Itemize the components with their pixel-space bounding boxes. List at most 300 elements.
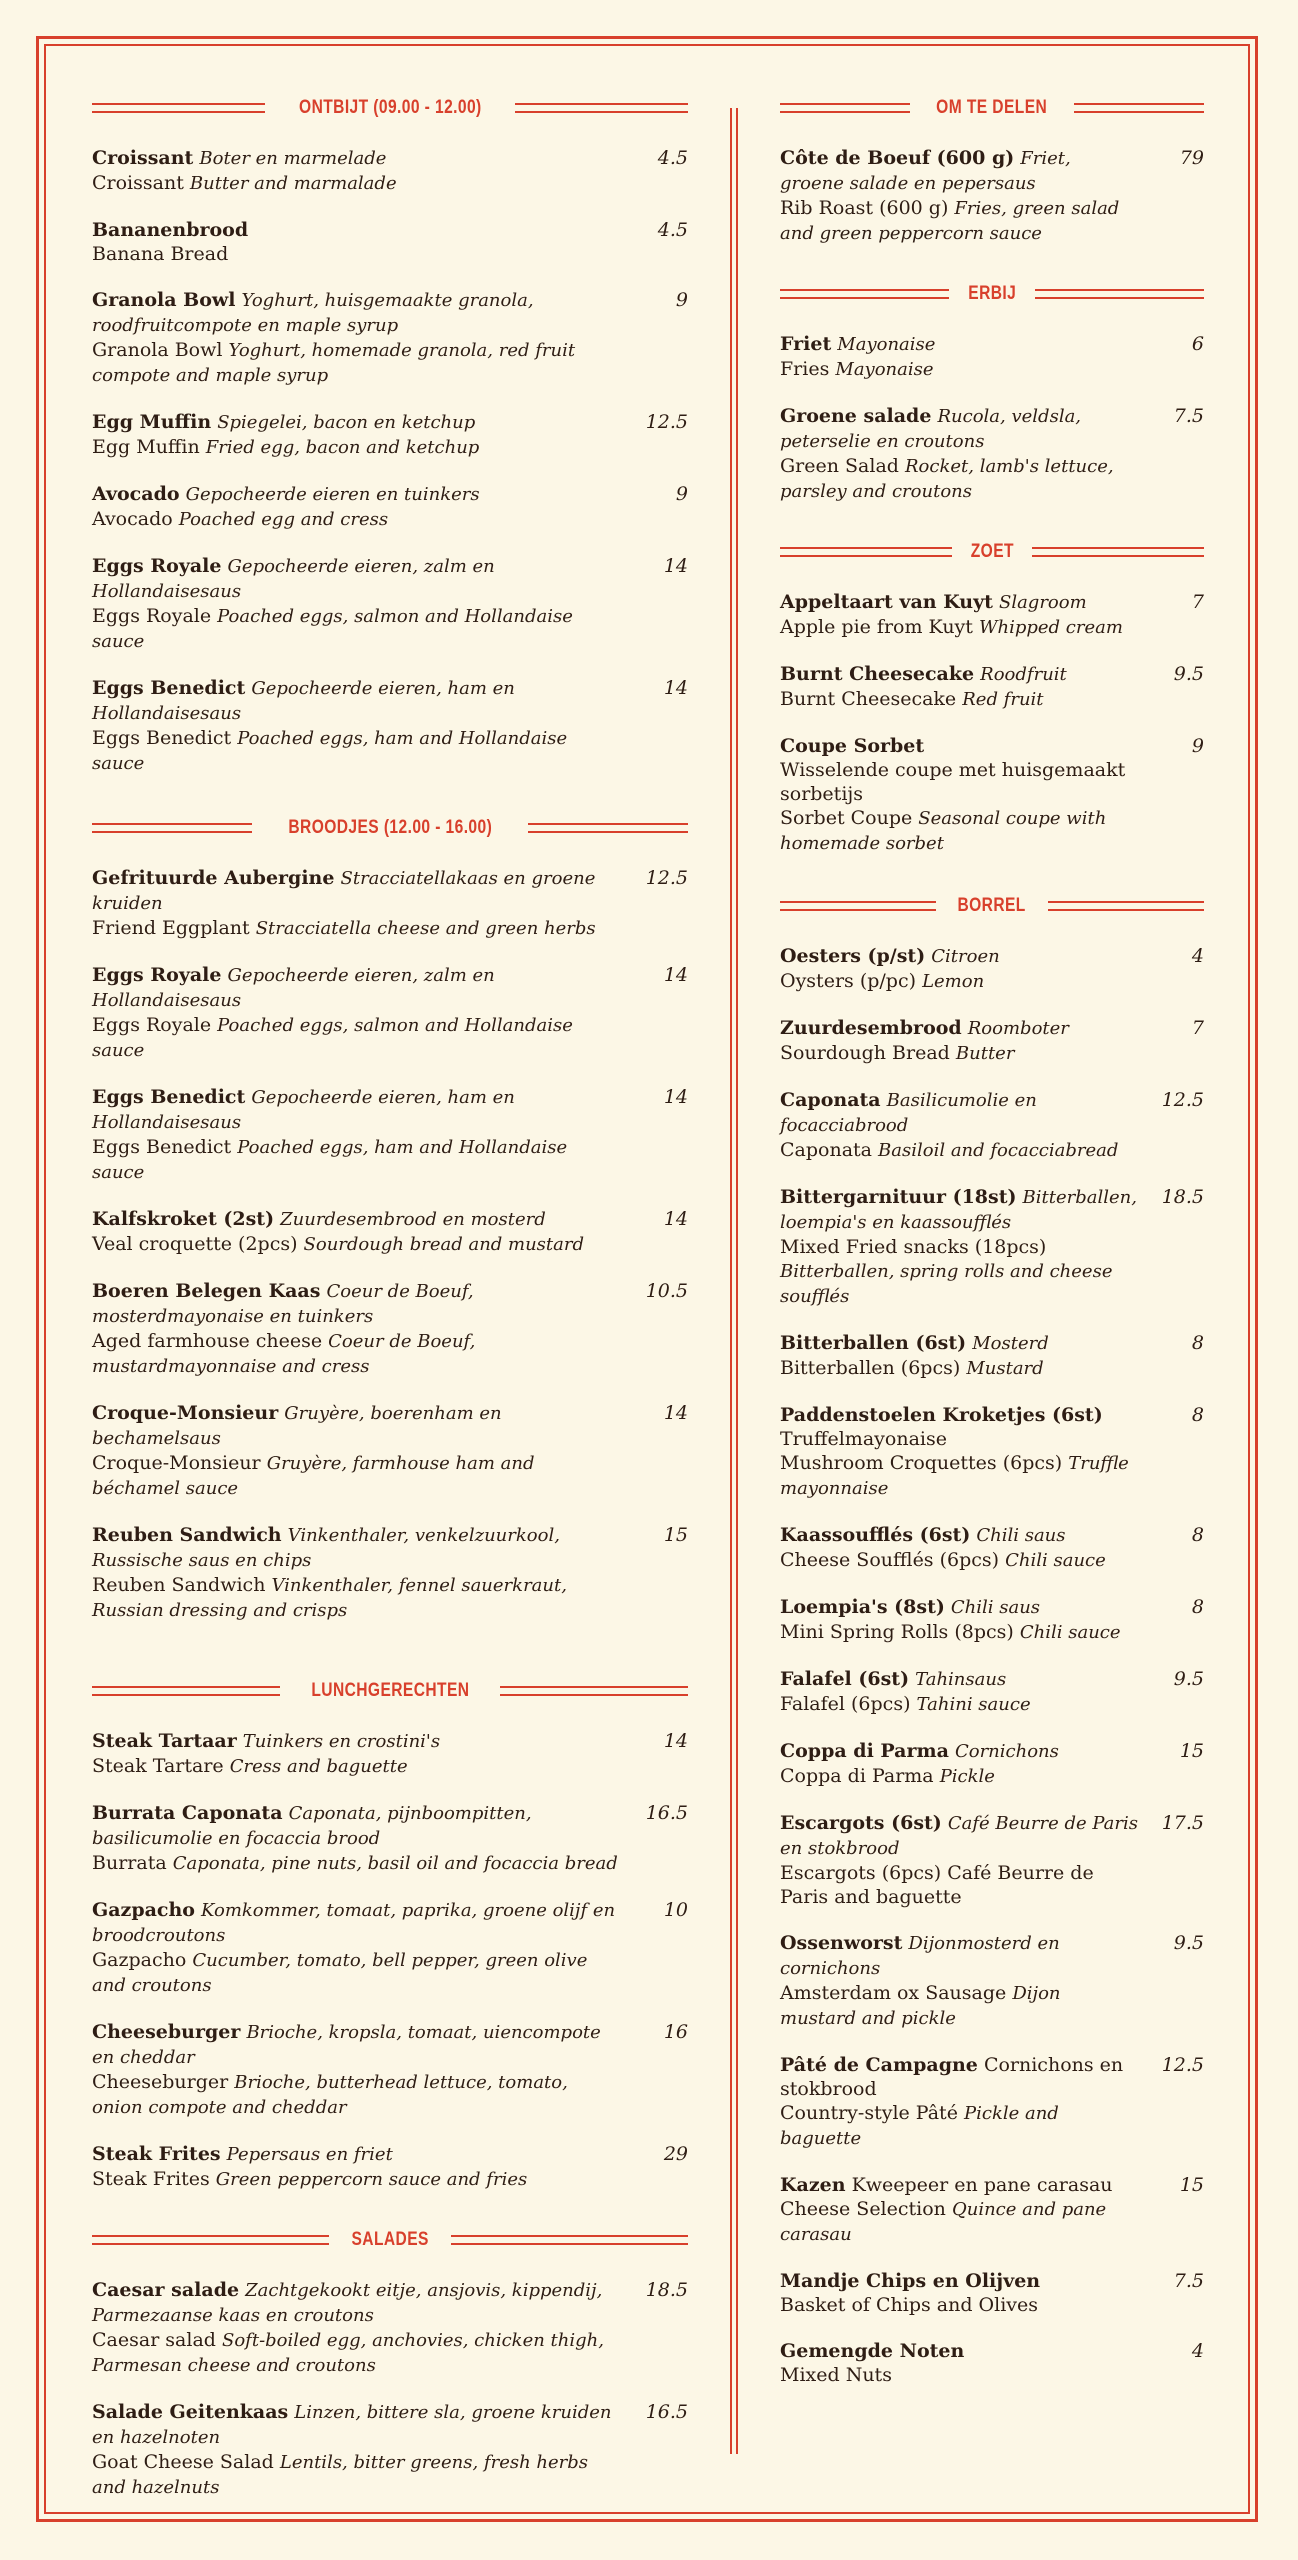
menu-item bbox=[92, 676, 688, 776]
menu-item bbox=[92, 866, 688, 941]
menu-item bbox=[780, 1403, 1204, 1501]
item-price: 8 bbox=[1191, 1404, 1204, 1426]
item-price: 14 bbox=[663, 1086, 688, 1108]
item-name-english: Steak Tartare bbox=[92, 1755, 224, 1777]
item-description-english: Bitterballen, spring rolls and cheese soufflés bbox=[780, 1261, 1113, 1307]
english-line bbox=[92, 242, 624, 266]
item-name-english: Green Salad bbox=[780, 455, 899, 477]
item-name-english-extra: Mushroom Croquettes (6pcs) bbox=[780, 1452, 1063, 1474]
item-description: Bitterballen, loempia's en kaassoufflés bbox=[780, 1187, 1137, 1233]
item-name: Eggs Royale bbox=[92, 964, 222, 986]
menu-item bbox=[780, 146, 1204, 246]
item-description-english: Lemon bbox=[922, 971, 985, 992]
item-description: Roodfruit bbox=[980, 664, 1067, 685]
english-line bbox=[780, 758, 1140, 806]
dutch-line bbox=[92, 1279, 624, 1329]
menu-item bbox=[780, 2053, 1204, 2151]
item-description: Gepocheerde eieren, zalm en Hollandaisesaus bbox=[92, 965, 495, 1011]
item-name: Gefrituurde Aubergine bbox=[92, 867, 335, 889]
item-price: 4.5 bbox=[657, 147, 688, 169]
item-name-english: Friend Eggplant bbox=[92, 917, 250, 939]
english-line bbox=[92, 338, 624, 388]
item-price: 4 bbox=[1191, 945, 1204, 967]
item-name-english: Truffelmayonaise bbox=[780, 1428, 947, 1450]
item-name-english: Egg Muffin bbox=[92, 436, 200, 458]
item-price: 14 bbox=[663, 964, 688, 986]
section-title: SALADES bbox=[351, 2229, 429, 2250]
menu-item bbox=[92, 1898, 688, 1998]
dutch-line bbox=[92, 2400, 624, 2450]
item-description: Spiegelei, bacon en ketchup bbox=[217, 412, 476, 433]
item-price: 12.5 bbox=[645, 411, 688, 433]
menu-item bbox=[780, 734, 1204, 856]
item-price: 10 bbox=[663, 1899, 688, 1921]
item-description-english: Rocket, lamb's lettuce, parsley and croutons bbox=[780, 456, 1114, 502]
item-description-english: Tahini sauce bbox=[916, 1694, 1031, 1715]
menu-item bbox=[780, 2173, 1204, 2247]
item-description: Zachtgekookt eitje, ansjovis, kippendij, Parmezaanse kaas en croutons bbox=[92, 2280, 603, 2326]
english-line bbox=[92, 2167, 624, 2192]
item-name-english: Falafel (6pcs) bbox=[780, 1693, 911, 1715]
item-description: Chili saus bbox=[950, 1597, 1041, 1618]
item-name: Kaassoufflés (6st) bbox=[780, 1524, 971, 1546]
item-description-english: Whipped cream bbox=[978, 617, 1123, 638]
item-description-english: Vinkenthaler, fennel sauerkraut, Russian dressing and crisps bbox=[92, 1575, 567, 1621]
item-price: 6 bbox=[1191, 333, 1204, 355]
item-description-english: Butter bbox=[955, 1043, 1015, 1064]
item-name: Paddenstoelen Kroketjes (6st) bbox=[780, 1404, 1103, 1426]
item-description-english: Chili sauce bbox=[1005, 1550, 1106, 1571]
item-description: Caponata, pijnboompitten, basilicumolie en focaccia brood bbox=[92, 1803, 532, 1849]
item-description: Gepocheerde eieren, zalm en Hollandaisesaus bbox=[92, 556, 495, 602]
item-price: 16.5 bbox=[645, 2401, 688, 2423]
section-title: ZOET bbox=[970, 541, 1014, 562]
english-line bbox=[780, 1235, 1140, 1309]
item-name: Eggs Benedict bbox=[92, 677, 246, 699]
item-description: Gepocheerde eieren en tuinkers bbox=[185, 484, 480, 505]
item-price: 17.5 bbox=[1161, 1812, 1204, 1834]
dutch-line bbox=[92, 554, 624, 604]
right-column bbox=[780, 96, 1204, 2387]
item-description-english: Cucumber, tomato, bell pepper, green olive and croutons bbox=[92, 1950, 588, 1996]
item-name-english: Sourdough Bread bbox=[780, 1042, 950, 1064]
item-name-english-extra: Sorbet Coupe bbox=[780, 807, 913, 829]
menu-item bbox=[92, 288, 688, 388]
item-description-english: Fries, green salad and green peppercorn sauce bbox=[780, 198, 1120, 244]
english-line bbox=[92, 726, 624, 776]
item-name: Zuurdesembrood bbox=[780, 1017, 962, 1039]
section-heading-erbij bbox=[780, 282, 1204, 306]
item-description-english: Mayonaise bbox=[835, 359, 934, 380]
dutch-line bbox=[92, 410, 624, 435]
english-line bbox=[780, 1548, 1140, 1573]
item-name-english: Reuben Sandwich bbox=[92, 1574, 266, 1596]
item-name-english: Caponata bbox=[780, 1139, 872, 1161]
dutch-line bbox=[780, 1016, 1140, 1041]
item-name-english: Rib Roast (600 g) bbox=[780, 197, 949, 219]
heading-rule-left bbox=[92, 2235, 329, 2245]
item-name-english: Basket of Chips and Olives bbox=[780, 2294, 1039, 2316]
item-description: Cornichons bbox=[954, 1741, 1059, 1762]
item-price: 7 bbox=[1191, 1017, 1204, 1039]
section-heading-broodjes-12-00-16-00 bbox=[92, 816, 688, 840]
item-description: Pepersaus en friet bbox=[226, 2144, 393, 2165]
item-name: Appeltaart van Kuyt bbox=[780, 591, 993, 613]
item-description: Dijonmosterd en cornichons bbox=[780, 1933, 1060, 1979]
item-name: Escargots (6st) bbox=[780, 1812, 942, 1834]
item-description-english: Cress and baguette bbox=[229, 1756, 408, 1777]
menu-item bbox=[92, 1279, 688, 1379]
item-description: Tuinkers en crostini's bbox=[242, 1731, 441, 1752]
english-line bbox=[780, 357, 1140, 382]
english-line bbox=[780, 454, 1140, 504]
item-name: Salade Geitenkaas bbox=[92, 2401, 289, 2423]
english-line bbox=[92, 1573, 624, 1623]
english-line bbox=[92, 1232, 624, 1257]
english-line bbox=[780, 2101, 1140, 2151]
item-name: Bittergarnituur (18st) bbox=[780, 1186, 1017, 1208]
item-description-english: Chili sauce bbox=[1019, 1622, 1121, 1643]
item-price: 14 bbox=[663, 1730, 688, 1752]
item-description: Zuurdesembrood en mosterd bbox=[280, 1209, 546, 1230]
section-heading-zoet bbox=[780, 540, 1204, 564]
item-name-english: Caesar salad bbox=[92, 2329, 216, 2351]
item-description: Coeur de Boeuf, mosterdmayonaise en tuinkers bbox=[92, 1281, 474, 1327]
item-name-english: Apple pie from Kuyt bbox=[780, 616, 973, 638]
item-name: Côte de Boeuf (600 g) bbox=[780, 147, 1015, 169]
dutch-line bbox=[92, 288, 624, 338]
item-price: 14 bbox=[663, 1208, 688, 1230]
item-description: Tahinsaus bbox=[915, 1669, 1007, 1690]
english-line bbox=[92, 507, 624, 532]
menu-item bbox=[92, 1401, 688, 1501]
english-line bbox=[92, 1013, 624, 1063]
menu-item bbox=[780, 1016, 1204, 1066]
item-description-english: Coeur de Boeuf, mustardmayonnaise and cress bbox=[92, 1331, 476, 1377]
item-price: 18.5 bbox=[1161, 1186, 1204, 1208]
item-description: Vinkenthaler, venkelzuurkool, Russische saus en chips bbox=[92, 1525, 560, 1571]
item-name: Coupe Sorbet bbox=[780, 735, 925, 757]
dutch-line bbox=[780, 1185, 1140, 1235]
item-name: Avocado bbox=[92, 483, 180, 505]
menu-item bbox=[780, 1811, 1204, 1909]
item-name: Steak Tartaar bbox=[92, 1730, 237, 1752]
section-title: ERBIJ bbox=[968, 283, 1016, 304]
dutch-line bbox=[780, 1523, 1140, 1548]
item-name: Falafel (6st) bbox=[780, 1668, 910, 1690]
menu-item bbox=[92, 963, 688, 1063]
menu-item bbox=[780, 944, 1204, 994]
item-description-english: Lentils, bitter greens, fresh herbs and hazelnuts bbox=[92, 2452, 589, 2498]
item-name-english: Granola Bowl bbox=[92, 339, 223, 361]
menu-item bbox=[92, 1207, 688, 1257]
heading-rule-right bbox=[1048, 901, 1204, 911]
english-line bbox=[780, 1041, 1140, 1066]
heading-rule-left bbox=[780, 547, 952, 557]
heading-rule-right bbox=[515, 103, 688, 113]
item-description-english: Brioche, butterhead lettuce, tomato, onion compote and cheddar bbox=[92, 2072, 568, 2118]
menu-item bbox=[780, 1667, 1204, 1717]
english-line bbox=[780, 196, 1140, 246]
heading-rule-left bbox=[92, 823, 252, 833]
english-line bbox=[780, 1138, 1140, 1163]
item-name: Burnt Cheesecake bbox=[780, 663, 975, 685]
item-name: Ossenworst bbox=[780, 1932, 903, 1954]
item-description: Komkommer, tomaat, paprika, groene olijf en broodcroutons bbox=[92, 1900, 616, 1946]
item-price: 12.5 bbox=[1161, 1089, 1204, 1111]
item-name: Eggs Royale bbox=[92, 555, 222, 577]
item-name-english: Eggs Royale bbox=[92, 605, 212, 627]
dutch-line bbox=[780, 2339, 1140, 2363]
item-name-english: Mini Spring Rolls (8pcs) bbox=[780, 1621, 1014, 1643]
item-name-english: Banana Bread bbox=[92, 243, 229, 265]
english-line bbox=[780, 615, 1140, 640]
english-line bbox=[780, 1692, 1140, 1717]
english-line bbox=[92, 1754, 624, 1779]
item-price: 16.5 bbox=[645, 1802, 688, 1824]
item-price: 8 bbox=[1191, 1524, 1204, 1546]
item-price: 8 bbox=[1191, 1596, 1204, 1618]
menu-item bbox=[92, 2278, 688, 2378]
heading-rule-right bbox=[1035, 289, 1204, 299]
menu-item bbox=[780, 1523, 1204, 1573]
item-name: Oesters (p/st) bbox=[780, 945, 926, 967]
item-description: Friet, groene salade en pepersaus bbox=[780, 148, 1071, 194]
item-description: Basilicumolie en focacciabrood bbox=[780, 1090, 1037, 1136]
item-description-english: Green peppercorn sauce and fries bbox=[215, 2169, 528, 2190]
item-description-english: Pickle bbox=[939, 1766, 995, 1787]
item-price: 15 bbox=[1179, 1740, 1204, 1762]
item-name: Egg Muffin bbox=[92, 411, 212, 433]
item-price: 4 bbox=[1191, 2340, 1204, 2362]
item-price: 9 bbox=[1191, 735, 1204, 757]
item-description-english: Red fruit bbox=[962, 689, 1044, 710]
dutch-line bbox=[92, 2020, 624, 2070]
english-line bbox=[92, 435, 624, 460]
dutch-line bbox=[92, 2142, 624, 2167]
item-price: 9 bbox=[675, 289, 688, 311]
dutch-line bbox=[780, 1403, 1140, 1427]
item-name-english: Escargots (6pcs) Café Beurre de Paris and baguette bbox=[780, 1862, 1094, 1908]
english-line bbox=[92, 171, 624, 196]
heading-rule-right bbox=[1074, 103, 1204, 113]
dutch-line bbox=[92, 1729, 624, 1754]
item-description-english: Quince and pane carasau bbox=[780, 2199, 1107, 2245]
item-price: 79 bbox=[1179, 147, 1204, 169]
english-line bbox=[780, 1764, 1140, 1789]
item-description: Mayonaise bbox=[837, 334, 936, 355]
item-price: 9.5 bbox=[1173, 1932, 1204, 1954]
dutch-line bbox=[92, 866, 624, 916]
menu-item bbox=[92, 2020, 688, 2120]
item-description: Yoghurt, huisgemaakte granola, roodfruitcompote en maple syrup bbox=[92, 290, 534, 336]
menu-item bbox=[780, 2339, 1204, 2387]
dutch-line bbox=[780, 734, 1140, 758]
item-name-english: Wisselende coupe met huisgemaakt sorbetijs bbox=[780, 759, 1126, 805]
menu-item bbox=[92, 146, 688, 196]
item-price: 4.5 bbox=[657, 219, 688, 241]
menu-item bbox=[780, 1931, 1204, 2031]
item-name-english: Eggs Benedict bbox=[92, 1136, 232, 1158]
item-name-english: Steak Frites bbox=[92, 2168, 210, 2190]
section-title: LUNCHGERECHTEN bbox=[310, 1680, 470, 1701]
item-name-english: Cheeseburger bbox=[92, 2071, 229, 2093]
english-line bbox=[92, 1948, 624, 1998]
item-description: Roomboter bbox=[967, 1018, 1069, 1039]
item-description-english: Yoghurt, homemade granola, red fruit compote and maple syrup bbox=[92, 340, 576, 386]
item-description-english: Fried egg, bacon and ketchup bbox=[205, 437, 480, 458]
section-heading-salades bbox=[92, 2228, 688, 2252]
item-description-english: Dijon mustard and pickle bbox=[780, 1983, 1061, 2029]
heading-rule-left bbox=[780, 103, 910, 113]
item-name-english: Country-style Pâté bbox=[780, 2102, 958, 2124]
item-price: 15 bbox=[1179, 2174, 1204, 2196]
heading-rule-right bbox=[500, 1686, 688, 1696]
item-price: 8 bbox=[1191, 1332, 1204, 1354]
item-name-english: Croissant bbox=[92, 172, 184, 194]
item-description: Boter en marmelade bbox=[199, 148, 387, 169]
item-name-english: Amsterdam ox Sausage bbox=[780, 1982, 1007, 2004]
section-heading-om-te-delen bbox=[780, 96, 1204, 120]
item-price: 7 bbox=[1191, 591, 1204, 613]
item-price: 12.5 bbox=[1161, 2054, 1204, 2076]
dutch-line bbox=[780, 1811, 1140, 1861]
heading-rule-right bbox=[1032, 547, 1204, 557]
item-name: Croque-Monsieur bbox=[92, 1402, 279, 1424]
dutch-line bbox=[780, 2053, 1140, 2101]
english-line bbox=[780, 2197, 1140, 2247]
english-line bbox=[92, 916, 624, 941]
item-description-english: Stracciatella cheese and green herbs bbox=[255, 918, 596, 939]
english-line bbox=[92, 1329, 624, 1379]
heading-rule-left bbox=[92, 1686, 280, 1696]
english-line bbox=[780, 1981, 1140, 2031]
dutch-line bbox=[92, 1523, 624, 1573]
item-name-english: Aged farmhouse cheese bbox=[92, 1330, 323, 1352]
menu-item bbox=[780, 1739, 1204, 1789]
item-name-english: Eggs Royale bbox=[92, 1014, 212, 1036]
item-name-extra: Cornichons en stokbrood bbox=[780, 2054, 1124, 2100]
menu-item bbox=[92, 1729, 688, 1779]
item-description: Gepocheerde eieren, ham en Hollandaisesaus bbox=[92, 1087, 515, 1133]
heading-rule-right bbox=[451, 2235, 688, 2245]
english-line bbox=[780, 1620, 1140, 1645]
item-name-english: Veal croquette (2pcs) bbox=[92, 1233, 298, 1255]
item-description-english: Poached eggs, ham and Hollandaise sauce bbox=[92, 1137, 568, 1183]
dutch-line bbox=[780, 944, 1140, 969]
item-name-extra: Kweepeer en pane carasau bbox=[851, 2174, 1113, 2196]
english-line bbox=[780, 1427, 1140, 1451]
menu-item bbox=[780, 1331, 1204, 1381]
item-name: Caponata bbox=[780, 1089, 881, 1111]
item-name: Gemengde Noten bbox=[780, 2340, 965, 2362]
english-line bbox=[92, 604, 624, 654]
menu-item bbox=[780, 332, 1204, 382]
section-title: OM TE DELEN bbox=[936, 97, 1048, 118]
menu-item bbox=[92, 410, 688, 460]
item-name: Pâté de Campagne bbox=[780, 2054, 978, 2076]
english-line bbox=[92, 1135, 624, 1185]
menu-item bbox=[780, 404, 1204, 504]
english-line-extra bbox=[780, 806, 1140, 856]
item-description: Gruyère, boerenham en bechamelsaus bbox=[92, 1403, 502, 1449]
item-description-english-extra: Seasonal coupe with homemade sorbet bbox=[780, 808, 1107, 854]
item-name-english: Cheese Soufflés (6pcs) bbox=[780, 1549, 1000, 1571]
item-price: 18.5 bbox=[645, 2279, 688, 2301]
item-price: 9.5 bbox=[1173, 1668, 1204, 1690]
dutch-line bbox=[780, 662, 1140, 687]
item-name: Reuben Sandwich bbox=[92, 1524, 282, 1546]
menu-item bbox=[780, 1088, 1204, 1163]
item-description-english: Pickle and baguette bbox=[780, 2103, 1059, 2149]
item-price: 14 bbox=[663, 677, 688, 699]
item-name-english: Burrata bbox=[92, 1852, 167, 1874]
item-name: Friet bbox=[780, 333, 832, 355]
item-name: Groene salade bbox=[780, 405, 932, 427]
item-name-english: Cheese Selection bbox=[780, 2198, 946, 2220]
dutch-line bbox=[780, 1931, 1140, 1981]
section-title: BORREL bbox=[957, 895, 1027, 916]
section-heading-lunchgerechten bbox=[92, 1679, 688, 1703]
item-name: Kazen bbox=[780, 2174, 846, 2196]
item-price: 16 bbox=[663, 2021, 688, 2043]
item-price: 15 bbox=[663, 1524, 688, 1546]
item-name-english: Burnt Cheesecake bbox=[780, 688, 957, 710]
item-price: 12.5 bbox=[645, 867, 688, 889]
item-name: Eggs Benedict bbox=[92, 1086, 246, 1108]
menu-item bbox=[92, 1523, 688, 1623]
menu-item bbox=[92, 2142, 688, 2192]
english-line bbox=[780, 2363, 1140, 2387]
item-description: Gepocheerde eieren, ham en Hollandaisesaus bbox=[92, 678, 515, 724]
item-price: 7.5 bbox=[1173, 405, 1204, 427]
item-description: Mosterd bbox=[972, 1333, 1049, 1354]
item-name: Bananenbrood bbox=[92, 219, 249, 241]
dutch-line bbox=[780, 2173, 1140, 2197]
item-name-english: Gazpacho bbox=[92, 1949, 187, 1971]
heading-rule-left bbox=[780, 901, 936, 911]
item-description-english: Caponata, pine nuts, basil oil and focaccia bread bbox=[172, 1853, 618, 1874]
english-line bbox=[92, 2070, 624, 2120]
item-name: Caesar salade bbox=[92, 2279, 240, 2301]
heading-rule-left bbox=[92, 103, 265, 113]
dutch-line bbox=[92, 1898, 624, 1948]
item-name-english: Bitterballen (6pcs) bbox=[780, 1357, 961, 1379]
item-price: 14 bbox=[663, 1402, 688, 1424]
dutch-line bbox=[92, 482, 624, 507]
item-name: Cheeseburger bbox=[92, 2021, 241, 2043]
item-name-english: Goat Cheese Salad bbox=[92, 2451, 274, 2473]
item-description-english-extra: Truffle mayonnaise bbox=[780, 1453, 1129, 1499]
item-name: Mandje Chips en Olijven bbox=[780, 2270, 1041, 2292]
menu-item bbox=[780, 1595, 1204, 1645]
english-line bbox=[92, 1451, 624, 1501]
menu-item bbox=[92, 1085, 688, 1185]
menu-item bbox=[92, 2400, 688, 2500]
dutch-line bbox=[780, 404, 1140, 454]
item-description-english: Poached eggs, salmon and Hollandaise sauce bbox=[92, 606, 573, 652]
item-description: Chili saus bbox=[976, 1525, 1066, 1546]
item-name: Steak Frites bbox=[92, 2143, 221, 2165]
item-description: Stracciatellakaas en groene kruiden bbox=[92, 868, 596, 914]
item-description-english: Gruyère, farmhouse ham and béchamel sauce bbox=[92, 1453, 535, 1499]
section-title: BROODJES (12.00 - 16.00) bbox=[288, 817, 492, 838]
dutch-line bbox=[780, 1331, 1140, 1356]
dutch-line bbox=[92, 1801, 624, 1851]
english-line bbox=[780, 969, 1140, 994]
heading-rule-right bbox=[528, 823, 688, 833]
dutch-line bbox=[92, 218, 624, 242]
